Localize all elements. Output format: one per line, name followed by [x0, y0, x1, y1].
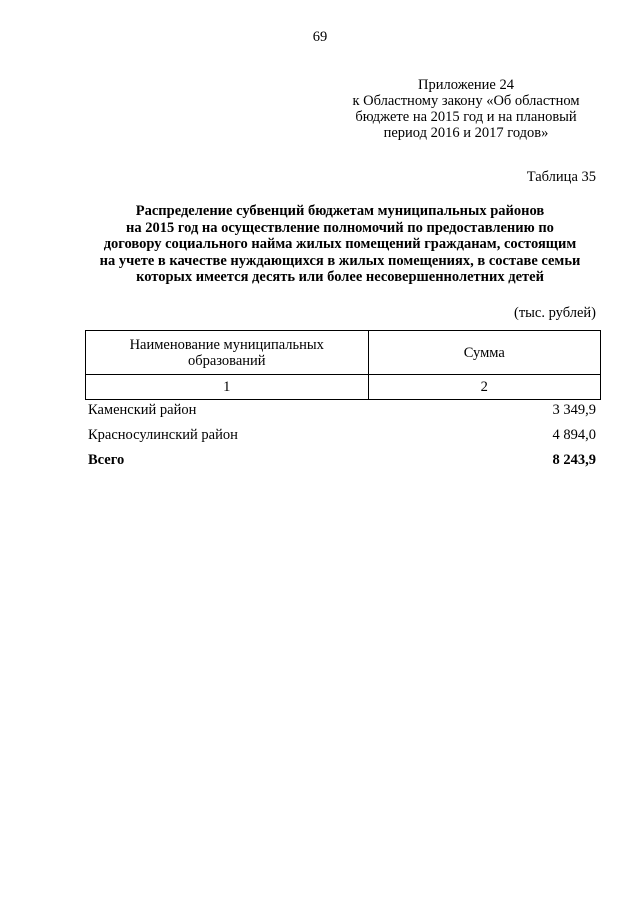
row-amount: 3 349,9: [552, 402, 596, 418]
units-label: (тыс. рублей): [514, 305, 596, 321]
header-row: [86, 331, 601, 375]
table-body: [88, 400, 596, 475]
header-name-cell: [86, 331, 369, 375]
column-number-2: 2: [368, 375, 601, 400]
appendix-line: Приложение 24: [418, 77, 514, 93]
title-line: на учете в качестве нуждающихся в жилых помещениях, в составе семьи: [99, 252, 581, 269]
appendix-line: бюджете на 2015 год и на плановый: [355, 109, 577, 125]
table-row: [88, 400, 596, 425]
page-number: 69: [312, 29, 328, 45]
total-name: Всего: [88, 452, 125, 468]
table-header: [85, 330, 601, 400]
table-number: Таблица 35: [526, 169, 596, 185]
appendix-line: к Областному закону «Об областном: [352, 93, 580, 109]
table-row: [88, 425, 596, 450]
total-row: [88, 450, 596, 475]
title-line: договору социального найма жилых помещений гражданам, состоящим: [103, 236, 577, 252]
appendix-line: период 2016 и 2017 годов»: [383, 125, 549, 141]
column-number-1: 1: [86, 375, 369, 400]
header-sum-cell: Сумма: [368, 331, 601, 375]
header-name-line1: Наименование муниципальных: [129, 336, 324, 353]
document-title: [60, 203, 620, 286]
title-line: на 2015 год на осуществление полномочий по предоставлению по: [126, 219, 554, 236]
appendix-note: [330, 77, 602, 141]
title-line: которых имеется десять или более несовершеннолетних детей: [136, 269, 544, 285]
column-number-row: [86, 375, 601, 400]
row-amount: 4 894,0: [552, 427, 596, 443]
row-name: Красносулинский район: [88, 427, 238, 443]
row-name: Каменский район: [88, 402, 197, 418]
total-amount: 8 243,9: [552, 452, 596, 468]
title-line: Распределение субвенций бюджетам муниципальных районов: [135, 203, 545, 219]
header-name-line2: образований: [187, 352, 266, 369]
